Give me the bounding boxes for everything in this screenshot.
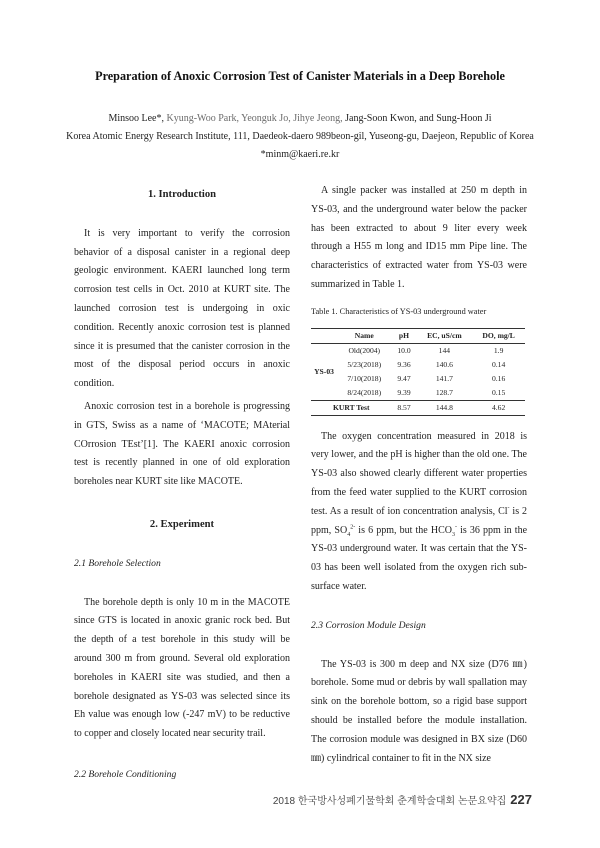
intro-paragraph-1: It is very important to verify the corrosion behavior of a disposal canister in a regional deep geologic environment. KAERI launched long term corrosion test cells in Oct. 2010 at KURT site. The launched corrosion test is undergoing in oxic condition. Recently anoxic corrosion test is planned since it is presumed that the canister corrosion in the most of the disposal period occurs in anoxic condition.: [74, 227, 290, 390]
table-header-ph: pH: [398, 330, 410, 340]
table-cell-do: 0.15: [491, 387, 506, 397]
p2-sub-hco3: 3: [451, 531, 455, 538]
subsection-heading-2-3: 2.3 Corrosion Module Design: [311, 619, 426, 631]
table-cell-do: 4.62: [491, 402, 506, 412]
table-cell-ph: 9.36: [397, 359, 411, 369]
section-heading-experiment: 2. Experiment: [149, 518, 215, 530]
p2-text-a: The oxygen concentration measured in 2018 is very lower, and the pH is higher than the old one. The YS-03 also showed clearly different water properties from the feed water supplied to the KURT corrosion test. As a result of ion concentration analysis, Cl: [311, 430, 527, 517]
table-cell-ph: 8.57: [397, 402, 411, 412]
table-cell-name: 7/10(2018): [347, 373, 382, 383]
table-cell-ec: 144.8: [435, 402, 453, 412]
experiment-paragraph-1: The borehole depth is only 10 m in the MACOTE since GTS is located in anoxic granic rock bed. But the depth of a test borehole in this study will be around 300 m from ground. Several old exploration boreholes in KAERI site was studied, and then a borehole designated as YS-03 was selected since its Eh value was enough low (-247 mV) to be reductive to copper and closely located near security trail.: [74, 596, 290, 740]
author-primary: Minsoo Lee*,: [108, 113, 167, 124]
footer-proceedings-title: 2018 한국방사성폐기물학회 춘계학술대회 논문요약집: [272, 796, 507, 807]
table-cell-do: 0.16: [491, 373, 506, 383]
p2-text-d: is 36 ppm in the YS-03 underground water. It was certain that the YS-03 has been well isolated from the oxygen rich sub-surface water.: [311, 524, 528, 592]
table-row: [311, 358, 525, 372]
table-cell-ec: 140.6: [435, 359, 453, 369]
p2-text-b: is 2 ppm, SO: [311, 505, 528, 536]
section-heading-introduction: 1. Introduction: [147, 189, 217, 200]
author-group-grey: Kyung-Woo Park, Yeonguk Jo, Jihye Jeong,: [166, 113, 343, 124]
table-cell-ec: 141.7: [435, 373, 453, 383]
table-row: [311, 343, 525, 358]
right-paragraph-3: The YS-03 is 300 m deep and NX size (D76 ㎜) borehole. Some mud or debris by wall spallation may sink on the borehole bottom, so a rigid base support should be installed before the module installation. The corrosion module was designed in BX size (D60 ㎜) cylindrical container to fit in the NX size: [311, 658, 527, 764]
paper-title: Preparation of Anoxic Corrosion Test of Canister Materials in a Deep Borehole: [95, 69, 505, 83]
table-cell-ec: 128.7: [435, 387, 453, 397]
table-cell-do: 0.14: [491, 359, 506, 369]
water-characteristics-table: [311, 328, 525, 416]
p2-sub-so4: 4: [347, 531, 351, 538]
table-cell-ec: 144: [438, 345, 451, 355]
subsection-heading-2-2: 2.2 Borehole Conditioning: [74, 768, 177, 780]
p2-sup-cl: -: [507, 505, 510, 512]
table-row-kurt: [311, 400, 525, 415]
subsection-heading-2-1: 2.1 Borehole Selection: [74, 557, 161, 569]
table-cell-name: Old(2004): [348, 345, 381, 355]
table-row: [311, 372, 525, 386]
table-cell-name: 8/24(2018): [347, 387, 382, 397]
p2-sup-so4: 2-: [350, 524, 356, 531]
author-list: [0, 113, 600, 124]
author-group-rest: Jang-Soon Kwon, and Sung-Hoon Ji: [342, 113, 492, 124]
table-cell-name: 5/23(2018): [347, 359, 382, 369]
table-header-empty: [311, 328, 337, 343]
table-cell-do: 1.9: [493, 345, 504, 355]
table-row: [311, 386, 525, 401]
table-header-row: [311, 328, 525, 343]
table-caption: Table 1. Characteristics of YS-03 underground water: [311, 306, 487, 316]
table-header-do: DO, mg/L: [482, 330, 515, 340]
right-paragraph-1: A single packer was installed at 250 m depth in YS-03, and the underground water below the packer has been extracted to about 9 liter every week through a H55 m long and ID15 mm Pipe line. The characteristics of extracted water from YS-03 were summarized in Table 1.: [311, 185, 527, 290]
p2-sup-hco3: -: [454, 524, 457, 531]
p2-text-c: is 6 ppm, but the HCO: [355, 524, 452, 536]
table-cell-ph: 9.39: [397, 387, 411, 397]
table-cell-name: KURT Test: [332, 402, 370, 412]
left-column: [74, 182, 290, 805]
right-column: [311, 182, 527, 772]
table-cell-ph: 10.0: [397, 345, 411, 355]
right-paragraph-2: [311, 428, 527, 597]
corresponding-email: *minm@kaeri.re.kr: [260, 149, 340, 160]
table-header-ec: EC, uS/cm: [427, 330, 462, 340]
table-group-label: YS-03: [314, 366, 334, 376]
affiliation: Korea Atomic Energy Research Institute, 111, Daedeok-daero 989beon-gil, Yuseong-gu, Daejeon, Republic of Korea: [66, 131, 534, 142]
intro-paragraph-2: Anoxic corrosion test in a borehole is progressing in GTS, Swiss as a name of ‘MACOTE; MAterial COrrosion TEst’[1]. The KAERI anoxic corrosion test is recently planned in one of old exploration boreholes near KURT site like MACOTE.: [74, 400, 290, 488]
page-number: 227: [510, 792, 532, 807]
table-cell-ph: 9.47: [397, 373, 411, 383]
page-footer: [273, 792, 532, 807]
table-header-name: Name: [354, 330, 374, 340]
